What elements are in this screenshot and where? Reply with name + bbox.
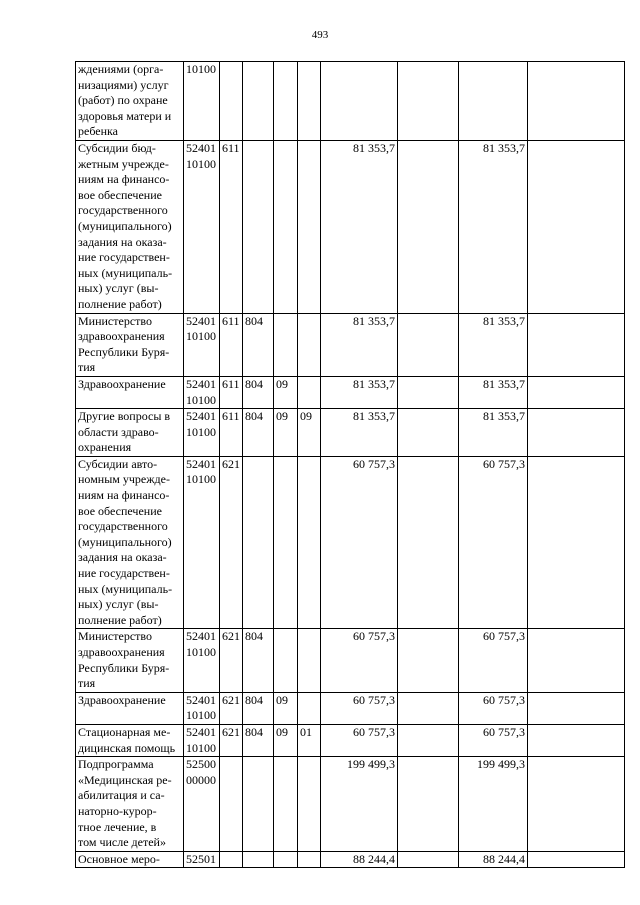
amount-cell [528, 409, 625, 457]
amount-cell [398, 692, 459, 724]
expense-type-cell [220, 757, 243, 852]
amount-cell: 81 353,7 [459, 409, 528, 457]
expense-type-cell: 621 [220, 456, 243, 629]
expense-type-cell: 621 [220, 724, 243, 756]
amount-cell: 88 244,4 [459, 851, 528, 868]
subsection-code-cell [298, 376, 321, 408]
subsection-code-cell [298, 851, 321, 868]
amount-cell: 81 353,7 [321, 313, 398, 376]
target-code-cell: 10100 [184, 62, 220, 141]
subsection-code-cell: 01 [298, 724, 321, 756]
section-code-cell: 09 [274, 692, 298, 724]
table-row [76, 851, 625, 868]
amount-cell [528, 757, 625, 852]
amount-cell: 60 757,3 [459, 629, 528, 692]
expense-type-cell [220, 851, 243, 868]
ministry-code-cell [243, 62, 274, 141]
target-code-cell: 52401 10100 [184, 313, 220, 376]
expense-type-cell [220, 62, 243, 141]
subsection-code-cell [298, 313, 321, 376]
amount-cell: 60 757,3 [459, 724, 528, 756]
amount-cell [459, 62, 528, 141]
ministry-code-cell [243, 851, 274, 868]
amount-cell: 88 244,4 [321, 851, 398, 868]
ministry-code-cell: 804 [243, 376, 274, 408]
subsection-code-cell [298, 456, 321, 629]
amount-cell: 199 499,3 [321, 757, 398, 852]
item-name-cell: Субсидии бюд- жетным учрежде- ниям на финансо- вое обеспечение государственного (муниципального) задания на оказа- ние государствен- ных (муниципаль- ных) услуг (вы- полнение работ) [76, 141, 184, 314]
amount-cell [528, 376, 625, 408]
amount-cell [398, 409, 459, 457]
section-code-cell [274, 757, 298, 852]
subsection-code-cell [298, 141, 321, 314]
target-code-cell: 52401 10100 [184, 456, 220, 629]
amount-cell [398, 757, 459, 852]
amount-cell [398, 141, 459, 314]
expense-type-cell: 611 [220, 313, 243, 376]
subsection-code-cell [298, 757, 321, 852]
amount-cell [398, 62, 459, 141]
amount-cell: 81 353,7 [321, 409, 398, 457]
amount-cell: 60 757,3 [321, 456, 398, 629]
ministry-code-cell: 804 [243, 629, 274, 692]
ministry-code-cell: 804 [243, 724, 274, 756]
amount-cell: 60 757,3 [321, 629, 398, 692]
target-code-cell: 52401 10100 [184, 692, 220, 724]
amount-cell: 60 757,3 [459, 692, 528, 724]
target-code-cell: 52401 10100 [184, 409, 220, 457]
amount-cell [398, 456, 459, 629]
item-name-cell: Основное меро- [76, 851, 184, 868]
amount-cell [528, 629, 625, 692]
amount-cell [398, 313, 459, 376]
page-number: 493 [311, 29, 329, 41]
amount-cell: 81 353,7 [321, 376, 398, 408]
section-code-cell [274, 313, 298, 376]
section-code-cell: 09 [274, 724, 298, 756]
item-name-cell: Субсидии авто- номным учрежде- ниям на финансо- вое обеспечение государственного (муниципального) задания на оказа- ние государствен- ных (муниципаль- ных) услуг (вы- полнение работ) [76, 456, 184, 629]
table-row [76, 62, 625, 141]
section-code-cell [274, 851, 298, 868]
target-code-cell: 52401 10100 [184, 376, 220, 408]
amount-cell [528, 141, 625, 314]
amount-cell: 60 757,3 [321, 724, 398, 756]
subsection-code-cell [298, 692, 321, 724]
item-name-cell: Другие вопросы в области здраво- охранения [76, 409, 184, 457]
item-name-cell: Стационарная ме- дицинская помощь [76, 724, 184, 756]
item-name-cell: ждениями (орга- низациями) услуг (работ) по охране здоровья матери и ребенка [76, 62, 184, 141]
item-name-cell: Здравоохранение [76, 376, 184, 408]
table-row [76, 724, 625, 756]
expense-type-cell: 621 [220, 629, 243, 692]
amount-cell [398, 629, 459, 692]
table-row [76, 409, 625, 457]
amount-cell: 81 353,7 [459, 376, 528, 408]
expense-type-cell: 611 [220, 141, 243, 314]
section-code-cell: 09 [274, 409, 298, 457]
budget-table [75, 61, 625, 868]
subsection-code-cell [298, 629, 321, 692]
item-name-cell: Здравоохранение [76, 692, 184, 724]
expense-type-cell: 611 [220, 409, 243, 457]
amount-cell [528, 851, 625, 868]
expense-type-cell: 611 [220, 376, 243, 408]
amount-cell [321, 62, 398, 141]
amount-cell: 60 757,3 [459, 456, 528, 629]
item-name-cell: Подпрограмма «Медицинская ре- абилитация и са- наторно-курор- тное лечение, в том числе детей» [76, 757, 184, 852]
amount-cell [528, 692, 625, 724]
amount-cell [398, 851, 459, 868]
target-code-cell: 52401 10100 [184, 629, 220, 692]
ministry-code-cell [243, 456, 274, 629]
amount-cell: 60 757,3 [321, 692, 398, 724]
target-code-cell: 52401 10100 [184, 141, 220, 314]
item-name-cell: Министерство здравоохранения Республики Буря- тия [76, 629, 184, 692]
table-row [76, 313, 625, 376]
expense-type-cell: 621 [220, 692, 243, 724]
table-row [76, 629, 625, 692]
section-code-cell [274, 62, 298, 141]
ministry-code-cell: 804 [243, 313, 274, 376]
section-code-cell: 09 [274, 376, 298, 408]
amount-cell [398, 376, 459, 408]
amount-cell [528, 456, 625, 629]
amount-cell [528, 62, 625, 141]
section-code-cell [274, 629, 298, 692]
ministry-code-cell [243, 141, 274, 314]
subsection-code-cell: 09 [298, 409, 321, 457]
table-body [76, 62, 625, 868]
table-row [76, 376, 625, 408]
amount-cell: 81 353,7 [459, 313, 528, 376]
table-row [76, 757, 625, 852]
amount-cell: 81 353,7 [321, 141, 398, 314]
ministry-code-cell: 804 [243, 692, 274, 724]
ministry-code-cell [243, 757, 274, 852]
section-code-cell [274, 456, 298, 629]
ministry-code-cell: 804 [243, 409, 274, 457]
target-code-cell: 52401 10100 [184, 724, 220, 756]
subsection-code-cell [298, 62, 321, 141]
table-row [76, 456, 625, 629]
item-name-cell: Министерство здравоохранения Республики Буря- тия [76, 313, 184, 376]
amount-cell [528, 313, 625, 376]
amount-cell: 199 499,3 [459, 757, 528, 852]
section-code-cell [274, 141, 298, 314]
amount-cell: 81 353,7 [459, 141, 528, 314]
target-code-cell: 52500 00000 [184, 757, 220, 852]
table-row [76, 141, 625, 314]
target-code-cell: 52501 [184, 851, 220, 868]
amount-cell [398, 724, 459, 756]
amount-cell [528, 724, 625, 756]
table-row [76, 692, 625, 724]
